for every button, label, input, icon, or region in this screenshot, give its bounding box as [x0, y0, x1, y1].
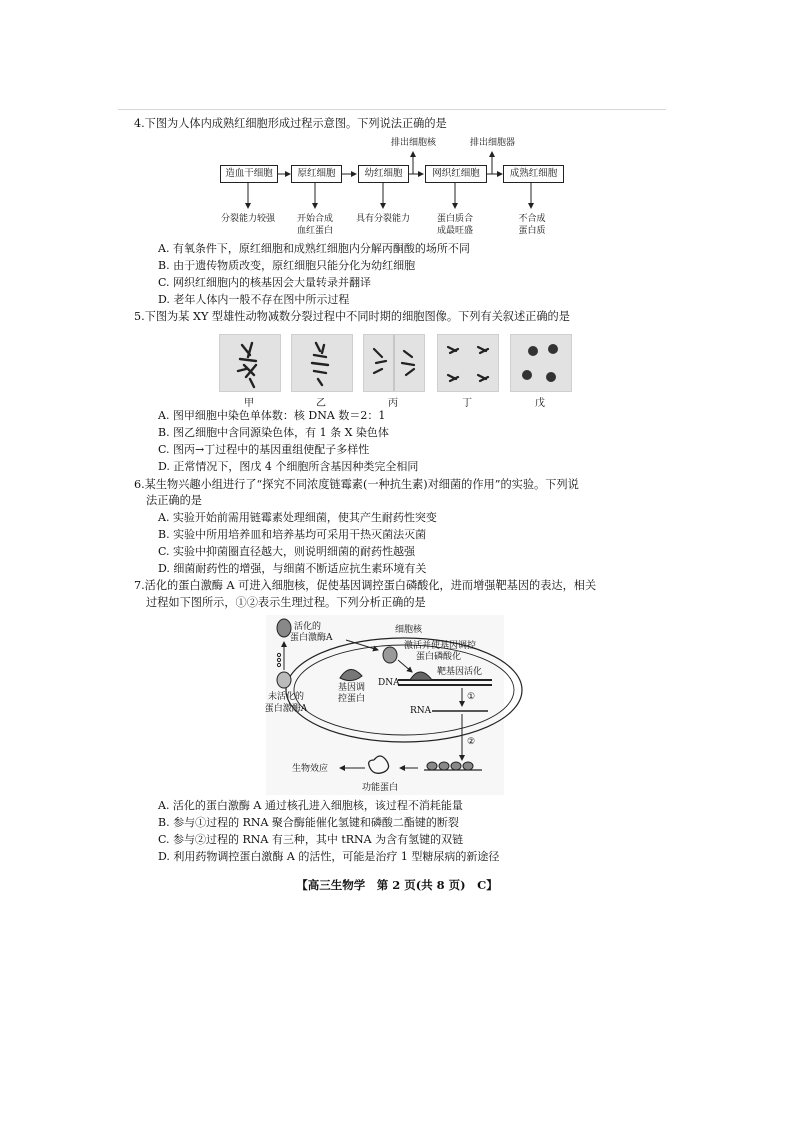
flow-box-proerythroblast: 原红细胞	[291, 165, 342, 183]
label-target-gene: 靶基因活化	[437, 667, 483, 677]
label-no-protein-2: 蛋白质	[518, 226, 546, 236]
label-activated-kinase-1: 活化的	[294, 622, 322, 632]
flow-box-reticulocyte: 网织红细胞	[425, 165, 487, 183]
q5-stem: 5.下图为某 XY 型雄性动物减数分裂过程中不同时期的细胞图像。下列有关叙述正确的是	[134, 310, 570, 323]
label-rna: RNA	[410, 706, 432, 716]
activated-kinase-shape	[277, 619, 291, 637]
label-inactive-kinase-2: 蛋白激酶A	[264, 704, 308, 714]
inactive-kinase-shape	[277, 672, 291, 688]
q4-option-b: B. 由于遗传物质改变，原红细胞只能分化为幼红细胞	[158, 259, 416, 272]
q6-stem-line2: 法正确的是	[146, 494, 202, 507]
label-protein-synthesis-2: 成最旺盛	[436, 226, 473, 236]
q5-option-d: D. 正常情况下，图戊 4 个细胞所含基因种类完全相同	[158, 460, 419, 473]
q6-option-b: B. 实验中所用培养皿和培养基均可采用干热灭菌法灭菌	[158, 528, 427, 541]
caption-wu: 戊	[535, 398, 545, 409]
q6-option-c: C. 实验中抑菌圈直径越大，则说明细菌的耐药性越强	[158, 545, 416, 558]
caption-yi: 乙	[316, 398, 326, 409]
caption-jia: 甲	[244, 398, 254, 409]
flow-box-erythroblast: 幼红细胞	[358, 165, 409, 183]
q7-stem-line2: 过程如下图所示，①②表示生理过程。下列分析正确的是	[146, 596, 426, 609]
label-expel-nucleus: 排出细胞核	[391, 138, 437, 148]
flow-box-mature-rbc: 成熟红细胞	[503, 165, 564, 183]
q6-stem-line1: 6.某生物兴趣小组进行了“探究不同浓度链霉素(一种抗生素)对细菌的作用”的实验。下列说	[134, 478, 579, 491]
label-protein-synthesis-1: 蛋白质合	[436, 214, 473, 224]
q6-option-d: D. 细菌耐药性的增强，与细菌不断适应抗生素环境有关	[158, 562, 427, 575]
label-division-strong: 分裂能力较强	[220, 214, 275, 224]
label-nucleus: 细胞核	[395, 625, 423, 635]
q4-option-a: A. 有氧条件下，原红细胞和成熟红细胞内分解丙酮酸的场所不同	[158, 242, 470, 255]
q7-option-a: A. 活化的蛋白激酶 A 通过核孔进入细胞核，该过程不消耗能量	[158, 799, 463, 812]
label-functional-protein: 功能蛋白	[362, 783, 399, 793]
page-footer: 【高三生物学 第 2 页(共 8 页) C】	[296, 878, 498, 892]
label-step1: ①	[467, 692, 476, 702]
label-step2: ②	[467, 737, 476, 747]
flow-box-stem-cell: 造血干细胞	[220, 165, 278, 183]
label-no-protein-1: 不合成	[518, 214, 546, 224]
q4-stem: 4.下图为人体内成熟红细胞形成过程示意图。下列说法正确的是	[134, 117, 447, 130]
q5-option-c: C. 图丙→丁过程中的基因重组使配子多样性	[158, 443, 370, 456]
caption-ding: 丁	[462, 398, 472, 409]
q5-option-a: A. 图甲细胞中染色单体数：核 DNA 数＝2：1	[158, 409, 386, 422]
q7-option-d: D. 利用药物调控蛋白激酶 A 的活性，可能是治疗 1 型糖尿病的新途径	[158, 850, 500, 863]
label-start-hemoglobin-1: 开始合成	[296, 214, 333, 224]
label-activation-note-2: 蛋白磷酸化	[416, 652, 462, 662]
label-bio-effect: 生物效应	[292, 764, 329, 774]
label-start-hemoglobin-2: 血红蛋白	[296, 226, 333, 236]
q5-option-b: B. 图乙细胞中含同源染色体，有 1 条 X 染色体	[158, 426, 389, 439]
label-can-divide: 具有分裂能力	[355, 214, 410, 224]
kinase-in-nucleus	[383, 647, 397, 663]
label-expel-organelles: 排出细胞器	[470, 138, 516, 148]
q6-option-a: A. 实验开始前需用链霉素处理细菌，使其产生耐药性突变	[158, 511, 437, 524]
q4-option-d: D. 老年人体内一般不存在图中所示过程	[158, 293, 350, 306]
q4-option-c: C. 网织红细胞内的核基因会大量转录并翻译	[158, 276, 372, 289]
label-inactive-kinase-1: 未活化的	[267, 692, 304, 702]
caption-bing: 丙	[388, 398, 398, 409]
q7-option-b: B. 参与①过程的 RNA 聚合酶能催化氢键和磷酸二酯键的断裂	[158, 816, 459, 829]
label-dna: DNA	[378, 678, 400, 688]
q7-option-c: C. 参与②过程的 RNA 有三种，其中 tRNA 为含有氢键的双链	[158, 833, 464, 846]
label-activation-note-1: 激活并使基因调控	[404, 641, 477, 651]
q7-stem-line1: 7.活化的蛋白激酶 A 可进入细胞核，促使基因调控蛋白磷酸化，进而增强靶基因的表达，相关	[134, 579, 597, 592]
label-regulatory-protein-1: 基因调	[338, 683, 366, 693]
label-activated-kinase-2: 蛋白激酶A	[290, 633, 333, 643]
label-regulatory-protein-2: 控蛋白	[338, 694, 366, 704]
